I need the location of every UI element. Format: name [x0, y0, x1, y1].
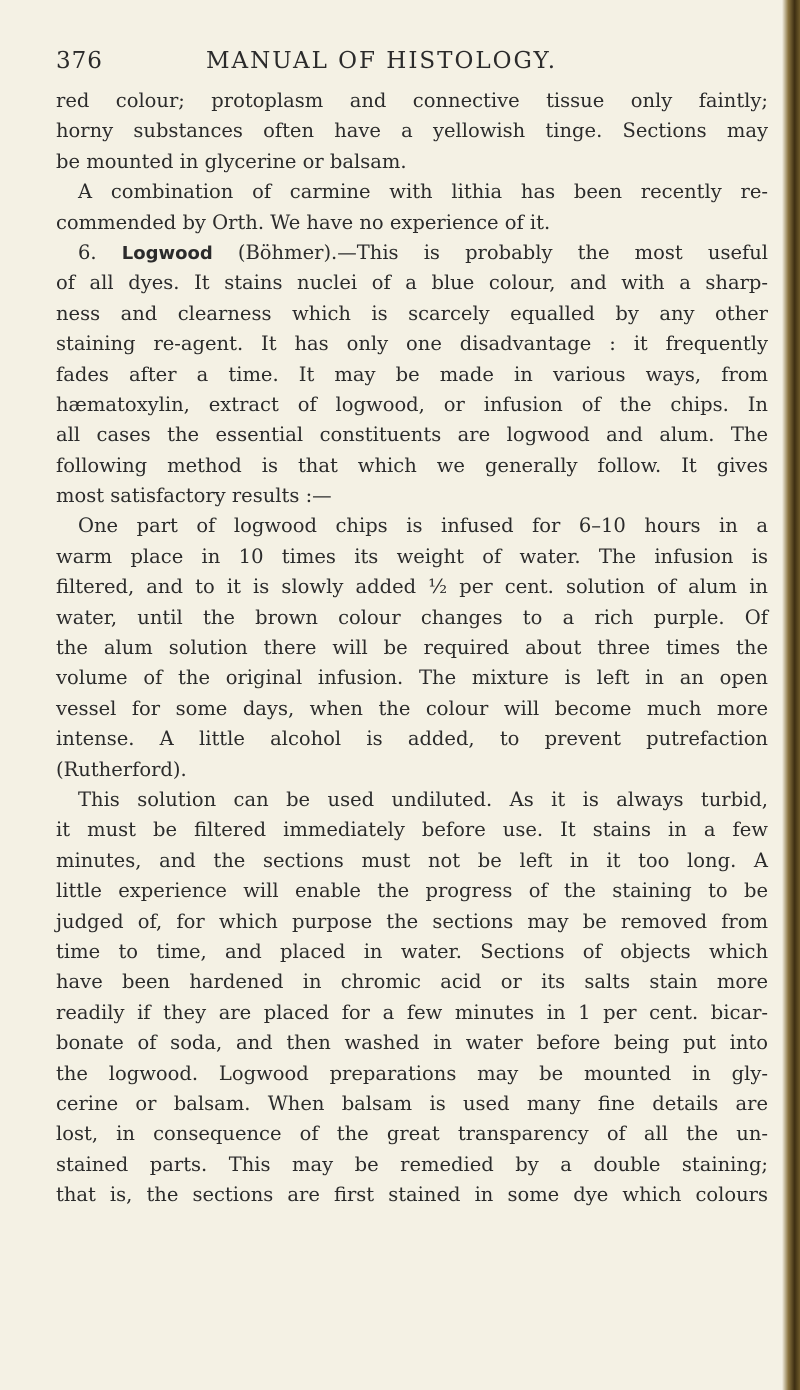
text-line: most satisfactory results :— [56, 484, 332, 508]
text-line: following method is that which we generally follow. It gives [56, 453, 768, 477]
page-number: 376 [56, 48, 103, 74]
text-line: of all dyes. It stains nuclei of a blue colour, and with a sharp- [56, 271, 768, 295]
text-line: This solution can be used undiluted. As it is always turbid, [78, 787, 768, 811]
text-line: commended by Orth. We have no experience of it. [56, 210, 551, 234]
text-line: judged of, for which purpose the sections may be removed from [56, 909, 768, 933]
body-text [56, 86, 768, 1210]
text-line: volume of the original infusion. The mixture is left in an open [56, 666, 768, 690]
text-line: bonate of soda, and then washed in water before being put into [56, 1031, 768, 1055]
text-line: cerine or balsam. When balsam is used many fine details are [56, 1091, 768, 1115]
text-line: fades after a time. It may be made in various ways, from [56, 362, 768, 386]
text-line: it must be filtered immediately before use. It stains in a few [56, 818, 768, 842]
text-line: readily if they are placed for a few minutes in 1 per cent. bicar- [56, 1000, 768, 1024]
text-line: that is, the sections are first stained in some dye which colours [56, 1183, 768, 1207]
section-heading-line: 6. Logwood (Böhmer).—This is probably the most useful [78, 240, 768, 264]
text-line: A combination of carmine with lithia has been recently re- [78, 180, 768, 204]
text-line: hæmatoxylin, extract of logwood, or infusion of the chips. In [56, 392, 768, 416]
page-header [56, 48, 756, 84]
text-line: lost, in consequence of the great transparency of all the un- [56, 1122, 768, 1146]
text-line: vessel for some days, when the colour will become much more [56, 696, 768, 720]
text-line: red colour; protoplasm and connective tissue only faintly; [56, 89, 768, 112]
text-line: filtered, and to it is slowly added ½ per cent. solution of alum in [56, 575, 768, 599]
text-line: stained parts. This may be remedied by a double staining; [56, 1152, 768, 1176]
text-line: (Rutherford). [56, 757, 187, 781]
text-line: One part of logwood chips is infused for 6–10 hours in a [78, 514, 768, 538]
text-line: water, until the brown colour changes to a rich purple. Of [56, 605, 768, 629]
page-edge-shadow [782, 0, 800, 1390]
text-line: have been hardened in chromic acid or its salts stain more [56, 970, 768, 994]
text-line: little experience will enable the progress of the staining to be [56, 879, 768, 903]
text-line: the logwood. Logwood preparations may be mounted in gly- [56, 1061, 768, 1085]
text-line: intense. A little alcohol is added, to prevent putrefaction [56, 727, 768, 751]
text-line: horny substances often have a yellowish tinge. Sections may [56, 119, 768, 143]
text-line: minutes, and the sections must not be left in it too long. A [56, 848, 768, 872]
text-line: all cases the essential constituents are logwood and alum. The [56, 423, 768, 447]
text-line: staining re-agent. It has only one disadvantage : it frequently [56, 332, 768, 356]
section-heading-term: Logwood [121, 242, 213, 264]
text-line: ness and clearness which is scarcely equalled by any other [56, 301, 768, 325]
running-title: MANUAL OF HISTOLOGY. [206, 48, 558, 74]
text-line: time to time, and placed in water. Sections of objects which [56, 939, 768, 963]
text-line: warm place in 10 times its weight of water. The infusion is [56, 544, 768, 568]
text-line: be mounted in glycerine or balsam. [56, 149, 407, 173]
text-line: the alum solution there will be required about three times the [56, 636, 768, 660]
